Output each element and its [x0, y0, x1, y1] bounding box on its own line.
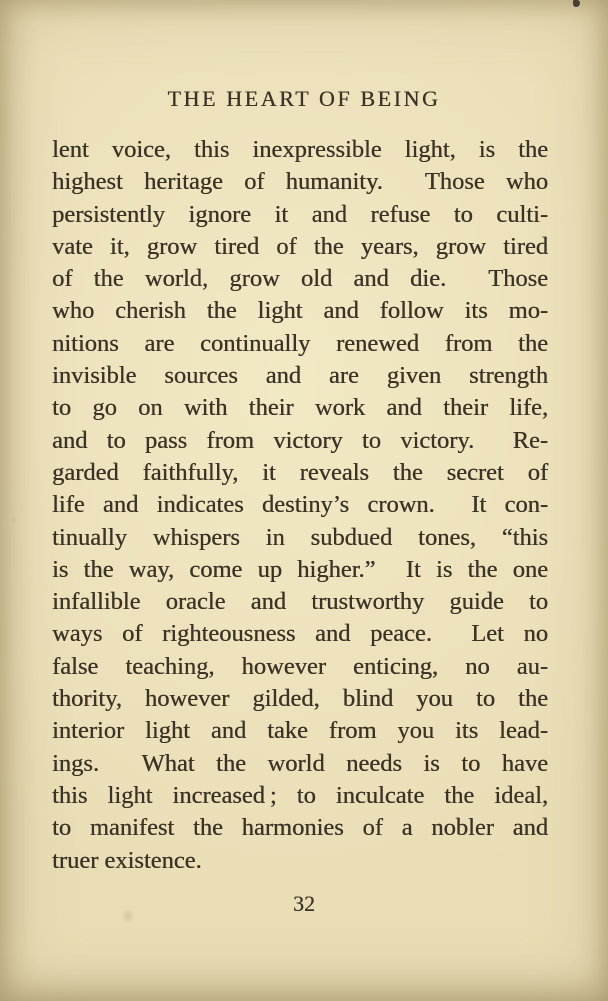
text-line: this light increased ; to inculcate the ideal,	[52, 781, 548, 809]
text-line: infallible oracle and trustworthy guide to	[52, 588, 548, 616]
text-line: interior light and take from you its lead-	[52, 717, 548, 745]
text-line: ings. What the world needs is to have	[52, 749, 548, 777]
text-line: life and indicates destiny’s crown. It con-	[52, 491, 548, 519]
text-line: invisible sources and are given strength	[52, 362, 548, 390]
text-line: false teaching, however enticing, no au-	[52, 652, 548, 680]
running-header: THE HEART OF BEING	[167, 86, 441, 111]
text-line: of the world, grow old and die. Those	[52, 265, 548, 293]
text-line: ways of righteousness and peace. Let no	[52, 620, 548, 648]
text-line: vate it, grow tired of the years, grow tired	[52, 232, 548, 260]
text-line: to go on with their work and their life,	[52, 394, 548, 422]
ink-speck	[573, 0, 580, 7]
text-line: lent voice, this inexpressible light, is the	[52, 136, 548, 163]
text-line: who cherish the light and follow its mo-	[52, 297, 548, 325]
text-line: is the way, come up higher.” It is the one	[52, 555, 548, 583]
page-number: 32	[293, 891, 315, 916]
text-line: to manifest the harmonies of a nobler and	[52, 814, 548, 842]
text-line: thority, however gilded, blind you to the	[52, 685, 548, 713]
text-line: and to pass from victory to victory. Re-	[52, 426, 548, 454]
text-line: persistently ignore it and refuse to culti-	[52, 200, 548, 228]
text-line: nitions are continually renewed from the	[52, 329, 548, 357]
text-line: garded faithfully, it reveals the secret of	[52, 458, 548, 486]
text-line: highest heritage of humanity. Those who	[52, 168, 548, 196]
text-line: truer existence.	[52, 846, 202, 874]
body-text	[52, 134, 548, 877]
text-line: tinually whispers in subdued tones, “this	[52, 523, 548, 551]
